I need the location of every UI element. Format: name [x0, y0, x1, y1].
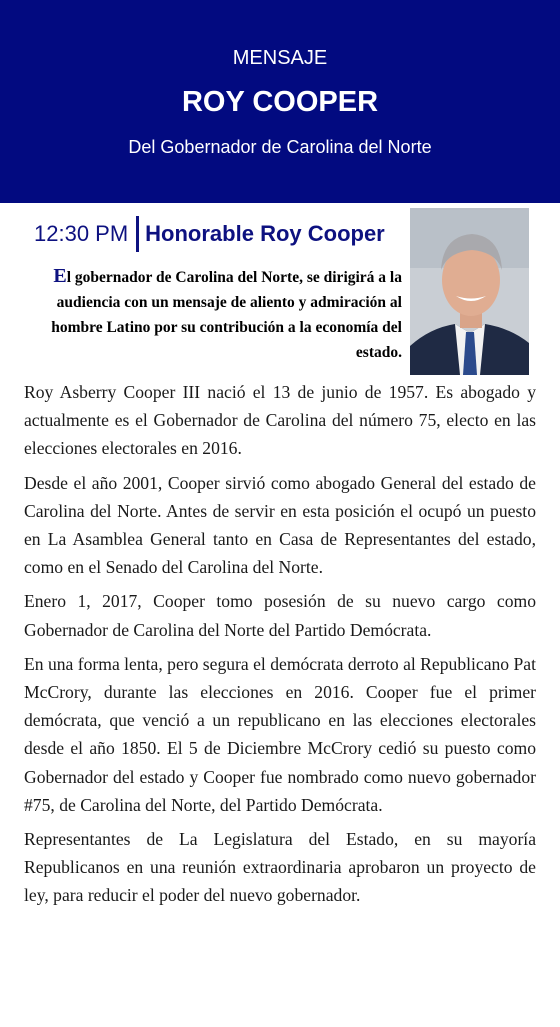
- paragraph: Roy Asberry Cooper III nació el 13 de junio de 1957. Es abogado y actualmente es el Gobernador de Carolina del número 75, electo en las elecciones electorales en 2016.: [24, 382, 536, 459]
- paragraph: Enero 1, 2017, Cooper tomo posesión de su nuevo cargo como Gobernador de Carolina del Norte del Partido Demócrata.: [24, 591, 536, 640]
- portrait-photo: [410, 208, 529, 375]
- intro-text: l gobernador de Carolina del Norte, se dirigirá a la audiencia con un mensaje de aliento y admiración al hombre Latino por su contribución a la economía del estado.: [51, 269, 402, 361]
- speaker-divider: [136, 216, 139, 252]
- body-text: [24, 378, 536, 916]
- paragraph: En una forma lenta, pero segura el demócrata derroto al Republicano Pat McCrory, durante las elecciones en 2016. Cooper fue el primer demócrata, que venció a un republicano en las elecciones electorales desde el año 1850. El 5 de Diciembre McCrory cedió su puesto como Gobernador del estado y Cooper fue nombrado como nuevo gobernador #75, de Carolina del Norte, del Partido Demócrata.: [24, 653, 536, 815]
- header-name: ROY COOPER: [181, 86, 379, 118]
- header-banner: [0, 0, 560, 203]
- header-subtitle: Del Gobernador de Carolina del Norte: [128, 137, 432, 157]
- speaker-time: 12:30 PM: [34, 221, 129, 246]
- paragraph: Desde el año 2001, Cooper sirvió como abogado General del estado de Carolina del Norte. Antes de servir en esta posición el ocupó un puesto en La Asamblea General tanto en Casa de Representantes del estado, como en el Senado del Carolina del Norte.: [24, 472, 536, 578]
- speaker-title: Honorable Roy Cooper: [145, 221, 385, 246]
- speaker-row: [34, 216, 385, 252]
- paragraph: Representantes de La Legislatura del Estado, en su mayoría Republicanos en una reunión extraordinaria aprobaron un proyecto de ley, para reducir el poder del nuevo gobernador.: [24, 829, 536, 906]
- header-label: MENSAJE: [232, 47, 328, 69]
- intro-paragraph: [24, 264, 402, 365]
- portrait-illustration: [410, 208, 529, 375]
- intro-dropcap: E: [53, 265, 67, 287]
